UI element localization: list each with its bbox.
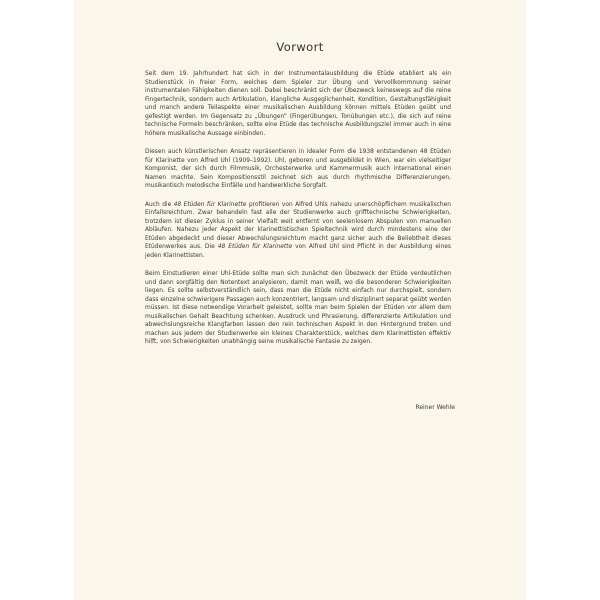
paragraph bbox=[145, 148, 451, 191]
paragraph-text: Seit dem 19. Jahrhundert hat sich in der Instrumentalausbildung die Etüde etabliert als ein Studienstück in freier Form, welches dem Spieler zur Übung und Vervollkommnung seiner instrumentalen Fähigkeiten dienen soll. Dabei beschränkt sich der Übezweck keineswegs auf die reine Fingertechnik, sondern auch Artikulation, klangliche Ausgeglichenheit, Kondition, Gestaltungsfähigkeit und manch andere Teilaspekte einer musikalischen Ausbildung können mittels Etüden geübt und gefestigt werden. Im Gegensatz zu „Übungen“ (Fingerübungen, Tonübungen etc.), die sich auf reine technische Formeln beschränken, sollte eine Etüde das technische Ausbildungsziel immer auch in eine höhere musikalische Aussage einbinden. bbox=[145, 71, 451, 137]
paragraph-text: Auch die bbox=[145, 201, 174, 208]
paragraph bbox=[145, 70, 451, 138]
paragraph-text: Diesen auch künstlerischen Ansatz repräsentieren in idealer Form die 1938 entstandenen 48 Etüden für Klarinette von Alfred Uhl (1909–1992). Uhl, geboren und ausgebildet in Wien, war ein vielseitiger Komponist, der sich durch Filmmusik, Orchesterwerke und Kammermusik auch international einen Namen machte. Sein Kompositionsstil zeichnet sich aus durch rhythmische Differenzierungen, musikantisch melodische Einfälle und handwerkliche Sorgfalt. bbox=[145, 149, 451, 189]
paragraph bbox=[145, 201, 451, 261]
paragraph bbox=[145, 270, 451, 347]
italic-title-text: 48 Etüden für Klarinette bbox=[217, 244, 293, 250]
document-page bbox=[74, 0, 526, 600]
body-text bbox=[145, 70, 451, 357]
page-title: Vorwort bbox=[276, 40, 324, 54]
author-signature: Reiner Wehle bbox=[415, 404, 455, 411]
italic-title-text: 48 Etüden für Klarinette bbox=[173, 201, 247, 208]
paragraph-text: profitieren von Alfred Uhls nahezu unerschöpflichem musikalischen Einfallsreichtum. Zwar behandeln fast alle der Studienwerke auch grifftechnische Schwierigkeiten, trotzdem ist dieser Zyklus in seiner Vielfalt weit entfernt von seelenlosem Abspulen von manuellen Abläufen. Nahezu jeder Aspekt der klarinettistischen Spieltechnik wird durch mindestens eine der Etüden abgedeckt und dieser Abwechslungsreichtum macht ganz sicher auch die Beliebtheit dieses Etüdenwerkes aus. Die bbox=[145, 201, 451, 250]
paragraph-text: Beim Einstudieren einer Uhl-Etüde sollte man sich zunächst den Übezweck der Etüde verdeutlichen und dann sorgfältig den Notentext analysieren, damit man weiß, wo die besonderen Schwierigkeiten liegen. Es sollte selbstverständlich sein, dass man die Etüde nicht einfach nur durchspielt, sondern dass einzelne schwierigere Passagen auch konzentriert, langsam und disziplinert separat geübt werden müssen. Ist diese notwendige Vorarbeit geleistet, sollte man beim Spielen der Etüden vor allem dem musikalischen Gehalt Beachtung schenken. Ausdruck und Phrasierung, differenzierte Artikulation und abwechslungsreiche Klangfarben lassen den rein technischen Aspekt in den Hintergrund treten und machen aus jedem der Studienwerke ein kleines Charakterstück, welches dem Klarinettisten effektiv hilft, von Schwierigkeiten unabhängig seine musikalische Fantasie zu zeigen. bbox=[145, 271, 451, 345]
paragraph-text: von Alfred Uhl sind Pflicht in der Ausbildung eines jeden Klarinettisten. bbox=[145, 244, 452, 259]
